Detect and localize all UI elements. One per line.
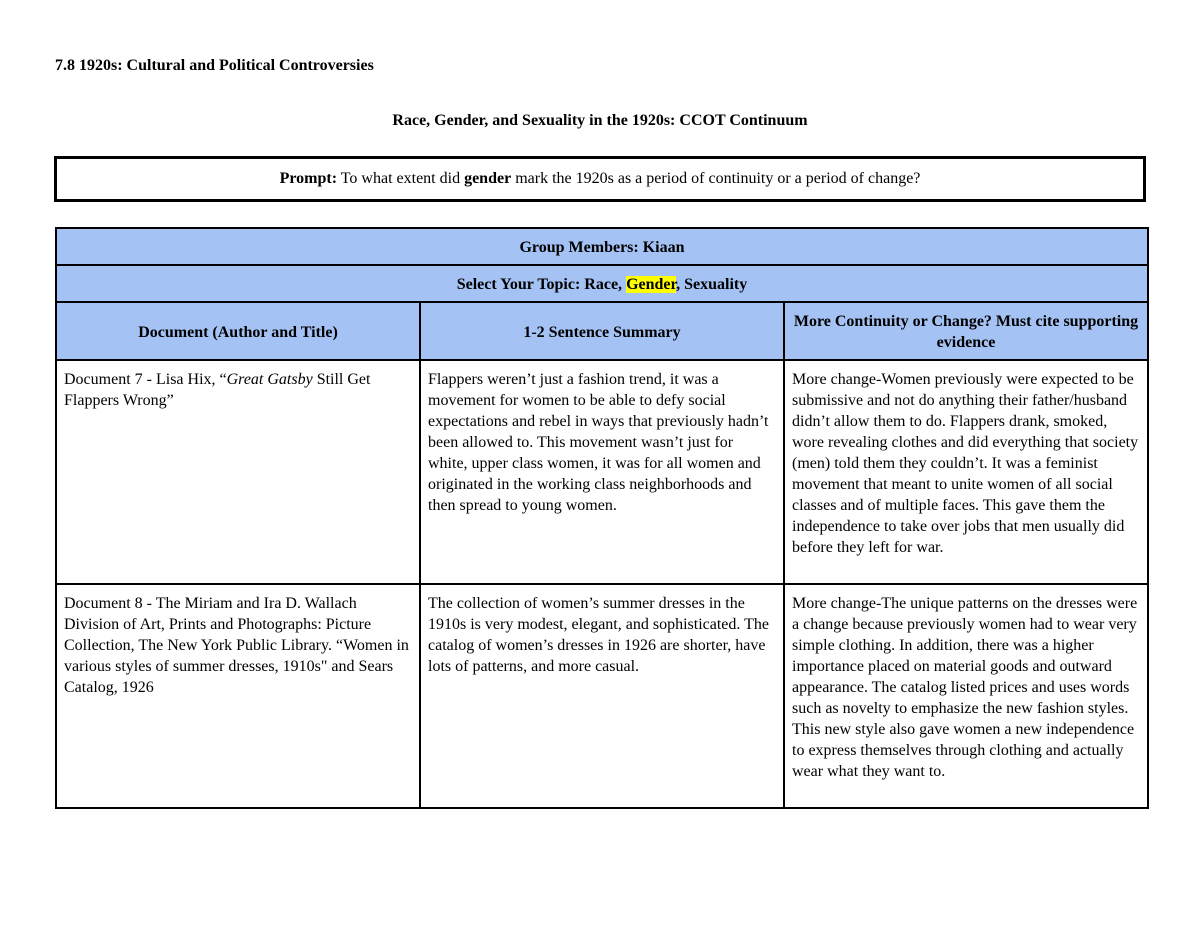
analysis-cell: More change-The unique patterns on the dresses were a change because previously women had to wear very simple clothing. In addition, there was a higher importance placed on material goods and outward appearance. The catalog listed prices and uses words such as novelty to emphasize the new fashion styles. This new style also gave women a new independence to express themselves through clothing and actually wear what they want to. [784,584,1148,808]
document-cell [56,360,420,584]
document-prefix: Document 7 - Lisa Hix, “ [64,371,227,388]
topic-highlighted-gender: Gender [626,276,677,293]
table-row [56,360,1148,584]
topic-rest: , Sexuality [676,276,748,293]
document-suffix: Still Get Flappers Wrong” [64,371,371,409]
page-subtitle: Race, Gender, and Sexuality in the 1920s: CCOT Continuum [392,112,808,129]
prompt-box [54,156,1146,202]
document-italic-title: Great Gatsby [226,371,313,388]
column-header-summary: 1-2 Sentence Summary [420,302,784,360]
prompt-keyword: gender [464,170,512,187]
topic-cell [56,265,1148,302]
group-members-row [56,228,1148,265]
prompt-text-after: mark the 1920s as a period of continuity or a period of change? [511,170,921,187]
ccot-table [55,227,1149,809]
column-header-document: Document (Author and Title) [56,302,420,360]
summary-cell: Flappers weren’t just a fashion trend, it was a movement for women to be able to defy social expectations and rebel in ways that previously hadn’t been allowed to. This movement wasn’t just for white, upper class women, it was for all women and originated in the working class neighborhoods and then spread to young women. [420,360,784,584]
group-members-cell: Group Members: Kiaan [56,228,1148,265]
column-header-analysis: More Continuity or Change? Must cite supporting evidence [784,302,1148,360]
column-header-row [56,302,1148,360]
topic-label: Select Your Topic: Race, [456,276,627,293]
summary-cell: The collection of women’s summer dresses in the 1910s is very modest, elegant, and sophisticated. The catalog of women’s dresses in 1926 are shorter, have lots of patterns, and more casual. [420,584,784,808]
analysis-cell: More change-Women previously were expected to be submissive and not do anything their father/husband didn’t allow them to do. Flappers drank, smoked, wore revealing clothes and did everything that society (men) told them they couldn’t. It was a feminist movement that meant to unite women of all social classes and of multiple faces. This gave them the independence to take over jobs that men usually did before they left for war. [784,360,1148,584]
prompt-text-before: To what extent did [337,170,465,187]
page-heading: 7.8 1920s: Cultural and Political Controversies [55,57,374,74]
prompt-label: Prompt: [279,170,338,187]
document-cell: Document 8 - The Miriam and Ira D. Wallach Division of Art, Prints and Photographs: Picture Collection, The New York Public Library. “Women in various styles of summer dresses, 1910s" and Sears Catalog, 1926 [56,584,420,808]
table-row [56,584,1148,808]
topic-row [56,265,1148,302]
